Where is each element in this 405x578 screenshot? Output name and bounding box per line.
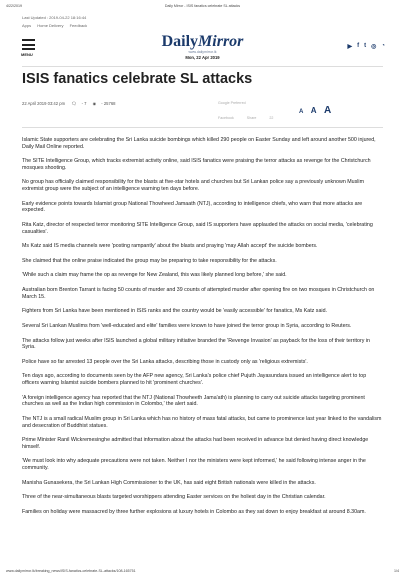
print-date: 4/22/2019 bbox=[6, 4, 22, 8]
article-title: ISIS fanatics celebrate SL attacks bbox=[22, 71, 253, 87]
article-paragraph: Three of the near-simultaneous blasts targeted worshippers attending Easter services on the holiest day in the Christian calendar. bbox=[22, 494, 326, 501]
rss-icon[interactable]: ◔ bbox=[381, 43, 385, 49]
article-paragraph: The SITE Intelligence Group, which tracks extremist activity online, said ISIS fanatics were praising the terror attacks as revenge for the Christchurch mosques shooting. bbox=[22, 158, 371, 171]
article-paragraph: 'A foreign intelligence agency has reported that the NTJ (National Thowheeth Jama'ath) is planning to carry out suicide attacks targeting prominent churches as well as the Indian high commission in Colombo,' the alert said. bbox=[22, 394, 365, 408]
article-paragraph: Early evidence points towards Islamist group National Thowheed Jamaath (NTJ), according to intelligence chiefs, who warn that more attacks are expected. bbox=[22, 200, 363, 214]
menu-label[interactable]: MENU bbox=[21, 52, 33, 57]
article-paragraph: Manisha Gunasekera, the Sri Lankan High Commissioner to the UK, has said eight British nationals were killed in the attacks. bbox=[22, 479, 316, 486]
site-header bbox=[0, 33, 405, 63]
top-link-feedback[interactable]: Feedback bbox=[69, 23, 88, 28]
facebook-icon[interactable]: f bbox=[357, 43, 360, 49]
article-paragraph: Islamic State supporters are celebrating the Sri Lanka suicide bombings which killed 290 people on Easter Sunday and left around another 500 injured, Daily Mail Online reported. bbox=[22, 137, 376, 150]
share-button[interactable]: Share bbox=[246, 116, 257, 120]
article-paragraph: Several Sri Lankan Muslims from 'well-educated and elite' families were known to have joined the terror group in Syria, according to Reuters. bbox=[22, 322, 352, 329]
font-size-controls bbox=[299, 100, 334, 118]
article-paragraph: Fighters from Sri Lanka have been mentioned in ISIS ranks and the country would be 'easily accessible' for fanatics, Ms Katz said. bbox=[22, 308, 327, 315]
comment-count[interactable]: - 7 bbox=[81, 101, 87, 106]
top-links bbox=[22, 23, 92, 28]
article-paragraph: The NTJ is a small radical Muslim group in Sri Lanka which has no history of mass fatal attacks, but came to prominence last year linked to the vandalism and desecration of Buddhist statues. bbox=[22, 415, 382, 429]
instagram-icon[interactable]: ◎ bbox=[371, 44, 377, 50]
article-meta bbox=[22, 101, 121, 107]
article-date: 22 April 2019 03:42 pm bbox=[22, 101, 66, 106]
article-body bbox=[22, 137, 384, 524]
share-bar bbox=[218, 116, 285, 120]
social-icons bbox=[348, 43, 386, 50]
site-logo[interactable] bbox=[150, 33, 255, 54]
google-preferred[interactable]: Google Preferred bbox=[218, 101, 246, 105]
header-divider bbox=[22, 66, 383, 67]
article-paragraph: 'We must look into why adequate precautions were not taken. Neither I nor the ministers were kept informed,' he said following intense anger in the community. bbox=[22, 458, 366, 472]
view-count: - 25768 bbox=[101, 101, 116, 106]
print-page-number: 1/4 bbox=[394, 569, 399, 573]
header-date: Mon, 22 Apr 2019 bbox=[185, 55, 220, 60]
views-icon: ◉ bbox=[92, 101, 97, 106]
article-paragraph: 'While such a claim may frame the op as revenge for New Zealand, this was likely planned long before,' she said. bbox=[22, 272, 287, 279]
font-size-small[interactable]: A bbox=[299, 109, 304, 115]
facebook-share-button[interactable]: Facebook bbox=[218, 116, 234, 120]
article-paragraph: She claimed that the online praise indicated the group may be preparing to take responsibility for the attacks. bbox=[22, 257, 277, 264]
article-paragraph: Ms Katz said IS media channels were 'posting rampantly' about the blasts and praying 'may Allah accept' the suicide bombers. bbox=[22, 243, 318, 250]
meta-divider bbox=[22, 127, 383, 128]
article-paragraph: Prime Minister Ranil Wickremesinghe admitted that information about the attacks had been received in advance but denied having direct knowledge himself. bbox=[22, 437, 369, 450]
logo-daily: Daily bbox=[161, 33, 199, 50]
top-link-apps[interactable]: Apps bbox=[22, 23, 32, 28]
logo-url: www.dailymirror.lk bbox=[188, 50, 217, 54]
comment-icon: 🗨 bbox=[71, 101, 77, 106]
article-paragraph: The attacks follow just weeks after ISIS launched a global military initiative branded the 'Revenge Invasion' as payback for the loss of their territory in Syria. bbox=[22, 337, 370, 351]
article-paragraph: Australian born Brenton Tarrant is facing 50 counts of murder and 39 counts of attempted murder after opening fire on two mosques in Christchurch on March 15. bbox=[22, 287, 375, 300]
youtube-icon[interactable]: ▶ bbox=[347, 44, 353, 50]
share-count: 22 bbox=[269, 116, 274, 120]
font-size-medium[interactable]: A bbox=[310, 106, 317, 115]
print-url: www.dailymirror.lk/breaking_news/ISIS-fanatics-celebrate-SL-attacks/108-165751 bbox=[6, 569, 136, 573]
top-link-home-delivery[interactable]: Home Delivery bbox=[37, 23, 64, 28]
last-updated: Last Updated : 2019-04-22 18:16:44 bbox=[22, 15, 87, 20]
article-paragraph: Rita Katz, director of respected terror monitoring SITE Intelligence Group, said IS supporters have applauded the attacks on social media, 'celebrating casualties'. bbox=[22, 221, 373, 235]
twitter-icon[interactable]: t bbox=[364, 43, 367, 49]
article-paragraph: Ten days ago, according to documents seen by the AFP new agency, Sri Lanka's police chief Pujuth Jayasundara issued an intelligence alert to top officers warning Islamist suicide bombers planned to hit 'prominent churches'. bbox=[22, 373, 367, 387]
article-paragraph: Families on holiday were massacred by three further explosions at luxury hotels in Colombo as they sat down to enjoy breakfast at around 8.30am. bbox=[22, 508, 366, 515]
logo-mirror: Mirror bbox=[198, 33, 244, 50]
article-paragraph: No group has officially claimed responsibility for the blasts at five-star hotels and churches but Sri Lankan police say a previously unknown Muslim extremist group were the subject of an intelligence warning ten days before. bbox=[22, 179, 365, 193]
article-paragraph: Police have so far arrested 13 people over the Sri Lanka attacks, describing those in custody only as 'religious extremists'. bbox=[22, 358, 308, 365]
print-title: Daily Mirror - ISIS fanatics celebrate SL attacks bbox=[164, 4, 241, 8]
font-size-large[interactable]: A bbox=[324, 105, 332, 116]
hamburger-menu-icon[interactable] bbox=[22, 39, 35, 53]
